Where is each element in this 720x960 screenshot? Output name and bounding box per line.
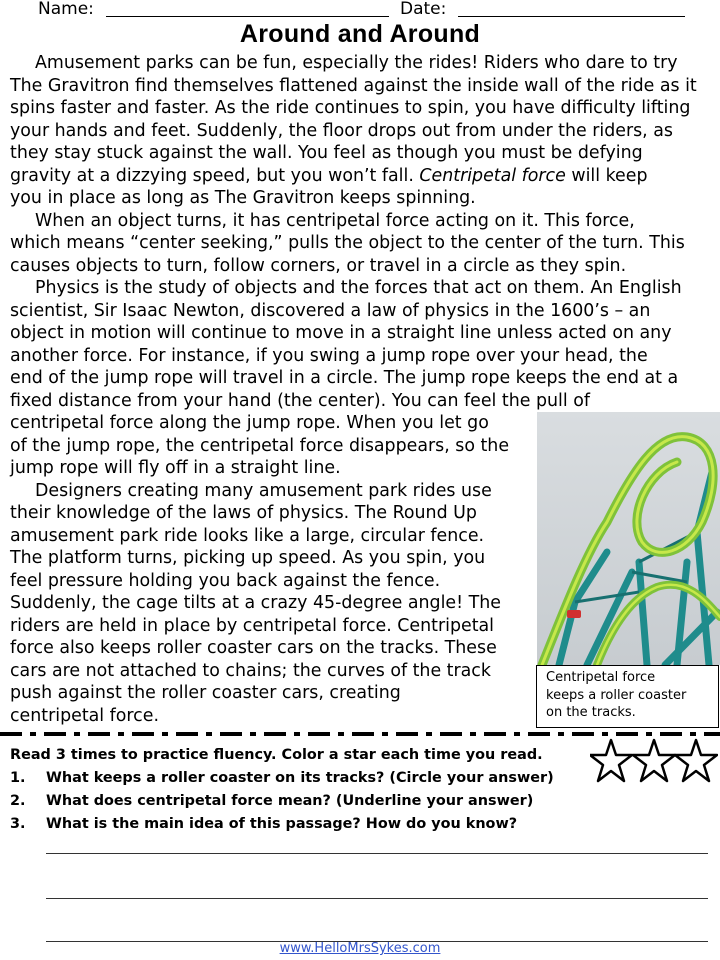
fluency-instructions: Read 3 times to practice fluency. Color a star each time you read. [10, 747, 543, 763]
passage-line: causes objects to turn, follow corners, or travel in a circle as they spin. [10, 256, 627, 276]
footer-link[interactable]: www.HelloMrsSykes.com [279, 941, 441, 956]
star-icon[interactable] [675, 740, 717, 781]
passage-line: force also keeps roller coaster cars on the tracks. These [10, 638, 497, 658]
date-field-line[interactable] [458, 16, 685, 17]
passage-line: scientist, Sir Isaac Newton, discovered a law of physics in the 1600’s – an [10, 301, 651, 321]
question-2: What does centripetal force mean? (Underline your answer) [46, 793, 534, 809]
fluency-stars [590, 738, 718, 788]
passage-line: jump rope will fly off in a straight line. [10, 458, 341, 478]
answer-line[interactable] [46, 853, 708, 854]
passage-line: of the jump rope, the centripetal force disappears, so the [10, 436, 510, 456]
passage-line: your hands and feet. Suddenly, the floor drops out from under the riders, as [10, 121, 673, 141]
passage-line: The platform turns, picking up speed. As you spin, you [10, 548, 486, 568]
passage-line: Amusement parks can be fun, especially the rides! Riders who dare to try [35, 53, 678, 73]
caption-line: Centripetal force [546, 670, 656, 685]
caption-line: keeps a roller coaster [546, 687, 687, 703]
question-1: What keeps a roller coaster on its tracks? (Circle your answer) [46, 770, 554, 786]
passage-line: Designers creating many amusement park rides use [35, 481, 492, 501]
question-3: What is the main idea of this passage? How do you know? [46, 816, 518, 832]
passage-line: amusement park ride looks like a large, circular fence. [10, 526, 485, 546]
question-number: 3. [10, 816, 26, 832]
passage-line: centripetal force. [10, 706, 159, 726]
passage-line: you in place as long as The Gravitron keeps spinning. [10, 188, 476, 208]
passage-line: riders are held in place by centripetal force. Centripetal [10, 616, 494, 636]
passage-line: feel pressure holding you back against the fence. [10, 571, 441, 591]
dashed-divider [0, 732, 720, 736]
passage-line: their knowledge of the laws of physics. The Round Up [10, 503, 477, 523]
passage-line: spins faster and faster. As the ride continues to spin, you have difficulty lifting [10, 98, 691, 118]
key-term-centripetal-force: Centripetal force [419, 166, 566, 186]
passage-line: which means “center seeking,” pulls the object to the center of the turn. This [10, 233, 685, 253]
passage-line: another force. For instance, if you swing a jump rope over your head, the [10, 346, 648, 366]
date-label: Date: [400, 0, 447, 19]
passage-line: end of the jump rope will travel in a circle. The jump rope keeps the end at a [10, 368, 679, 388]
star-icon[interactable] [633, 740, 675, 781]
roller-coaster-photo [537, 412, 720, 665]
caption-line: on the tracks. [546, 705, 636, 720]
star-icon[interactable] [590, 740, 632, 781]
passage-line: Suddenly, the cage tilts at a crazy 45-degree angle! The [10, 593, 501, 613]
roller-coaster-illustration [537, 412, 720, 665]
page-title: Around and Around [239, 20, 481, 48]
passage-line: push against the roller coaster cars, creating [10, 683, 401, 703]
answer-line[interactable] [46, 898, 708, 899]
question-number: 2. [10, 793, 26, 809]
name-field-line[interactable] [106, 16, 389, 17]
passage-line: fixed distance from your hand (the center). You can feel the pull of [10, 391, 590, 411]
passage-line: When an object turns, it has centripetal force acting on it. This force, [35, 211, 635, 231]
passage-line: gravity at a dizzying speed, but you won’t fall. Centripetal force will keep [10, 166, 648, 186]
passage-line: they stay stuck against the wall. You feel as though you must be defying [10, 143, 643, 163]
question-number: 1. [10, 770, 26, 786]
passage-line: Physics is the study of objects and the forces that act on them. An English [35, 278, 682, 298]
photo-caption [536, 665, 719, 728]
name-label: Name: [38, 0, 94, 19]
name-date-header [0, 0, 720, 20]
passage-line: The Gravitron find themselves flattened against the inside wall of the ride as it [10, 76, 697, 96]
passage-line: centripetal force along the jump rope. When you let go [10, 413, 489, 433]
passage-line: cars are not attached to chains; the curves of the track [10, 661, 491, 681]
passage-line: object in motion will continue to move in a straight line unless acted on any [10, 323, 672, 343]
